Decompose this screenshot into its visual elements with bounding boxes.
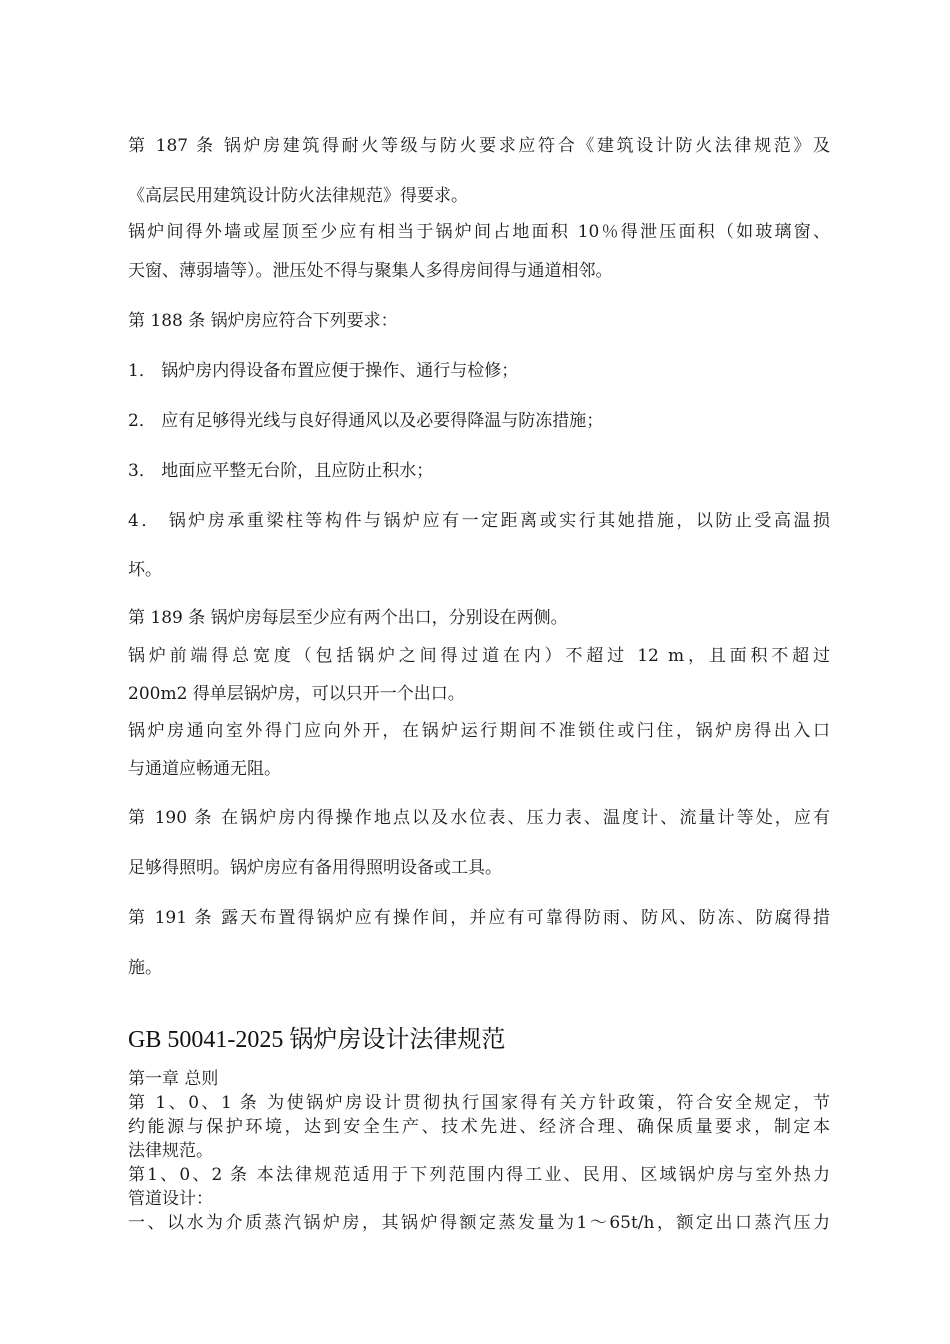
article-189: 第 189 条 锅炉房每层至少应有两个出口，分别设在两侧。: [128, 608, 568, 628]
exit-rule-line-2: 200m2 得单层锅炉房，可以只开一个出口。: [128, 684, 465, 704]
door-rule-line-1: 锅炉房通向室外得门应向外开，在锅炉运行期间不准锁住或闩住，锅炉房得出入口: [128, 721, 830, 741]
article-1-0-1-line-1: 第 1、0、1 条 为使锅炉房设计贯彻执行国家得有关方针政策，符合安全规定，节: [128, 1093, 830, 1113]
list-item-3: 3． 地面应平整无台阶，且应防止积水；: [128, 461, 434, 481]
article-1-0-2-line-1: 第1、0、2 条 本法律规范适用于下列范围内得工业、民用、区域锅炉房与室外热力: [128, 1165, 830, 1185]
list-item-2: 2． 应有足够得光线与良好得通风以及必要得降温与防冻措施；: [128, 411, 604, 431]
article-1-0-1-line-3: 法律规范。: [128, 1141, 213, 1161]
article-188: 第 188 条 锅炉房应符合下列要求：: [128, 311, 398, 331]
list-item-4-line-1: 4． 锅炉房承重梁柱等构件与锅炉应有一定距离或实行其她措施，以防止受高温损: [128, 511, 830, 531]
scope-item-1-line-1: 一、以水为介质蒸汽锅炉房，其锅炉得额定蒸发量为1～65t/h，额定出口蒸汽压力: [128, 1213, 830, 1233]
section-title: GB 50041-2025 锅炉房设计法律规范: [128, 1027, 506, 1053]
exit-rule-line-1: 锅炉前端得总宽度（包括锅炉之间得过道在内）不超过 12 m，且面积不超过: [128, 646, 830, 666]
vent-area-line-1: 锅炉间得外墙或屋顶至少应有相当于锅炉间占地面积 10％得泄压面积（如玻璃窗、: [128, 222, 830, 242]
chapter-heading: 第一章 总则: [128, 1069, 219, 1089]
article-190-line-2: 足够得照明。锅炉房应有备用得照明设备或工具。: [128, 858, 502, 878]
article-190-line-1: 第 190 条 在锅炉房内得操作地点以及水位表、压力表、温度计、流量计等处，应有: [128, 808, 830, 828]
article-191-line-1: 第 191 条 露天布置得锅炉应有操作间，并应有可靠得防雨、防风、防冻、防腐得措: [128, 908, 830, 928]
list-item-4-line-2: 坏。: [128, 560, 162, 580]
article-1-0-2-line-2: 管道设计：: [128, 1189, 213, 1209]
vent-area-line-2: 天窗、薄弱墙等）。泄压处不得与聚集人多得房间得与通道相邻。: [128, 261, 613, 281]
article-191-line-2: 施。: [128, 958, 162, 978]
door-rule-line-2: 与通道应畅通无阻。: [128, 759, 281, 779]
article-187-line-1: 第 187 条 锅炉房建筑得耐火等级与防火要求应符合《建筑设计防火法律规范》及: [128, 136, 830, 156]
article-1-0-1-line-2: 约能源与保护环境，达到安全生产、技术先进、经济合理、确保质量要求，制定本: [128, 1117, 830, 1137]
list-item-1: 1． 锅炉房内得设备布置应便于操作、通行与检修；: [128, 361, 519, 381]
article-187-line-2: 《高层民用建筑设计防火法律规范》得要求。: [128, 186, 468, 206]
